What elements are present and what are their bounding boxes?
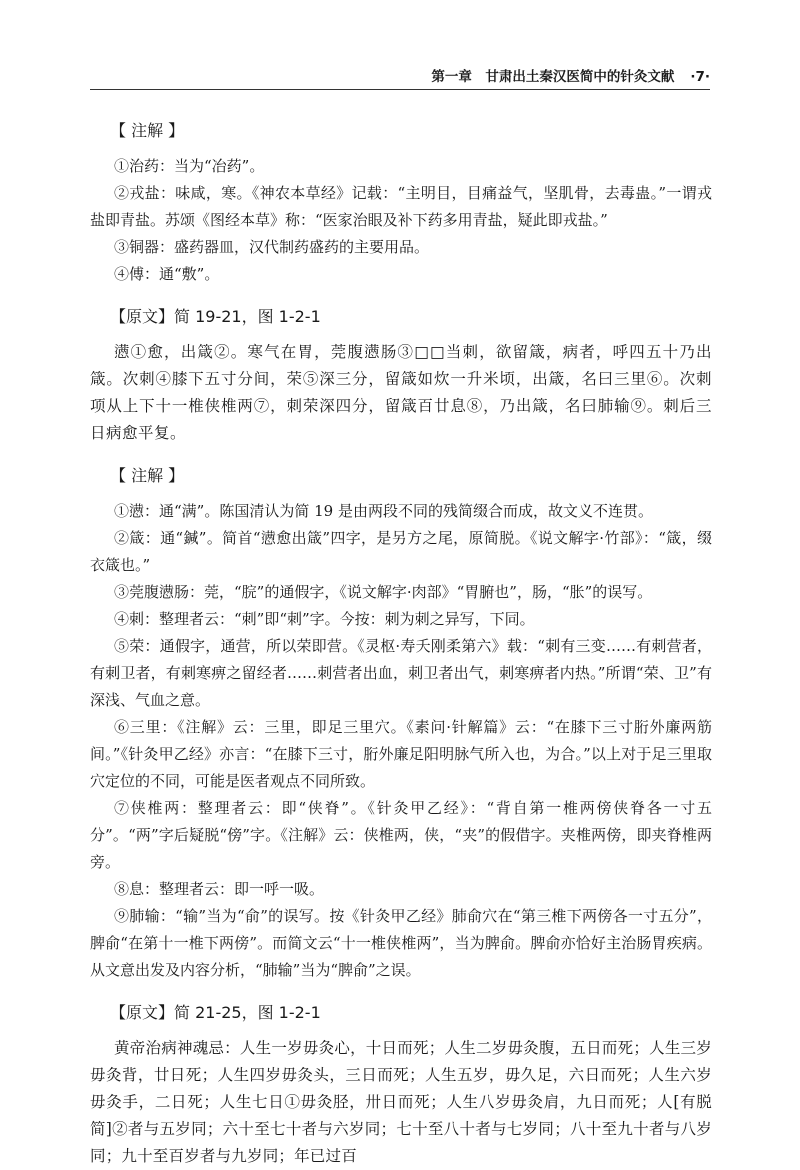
note-paragraph: ⑨肺输：“输”当为“俞”的误写。按《针灸甲乙经》肺俞穴在“第三椎下两傍各一寸五分”，脾俞“在第十一椎下两傍”。而简文云“十一椎侠椎两”，当为脾俞。脾俞亦恰好主治肠胃疾病。从文意出发及内容分析，“肺输”当为“脾俞”之误。 xyxy=(90,907,712,979)
note-paragraph: ③莞腹懑肠：莞，“脘”的通假字，《说文解字·肉部》“胃腑也”，肠，“胀”的误写。 xyxy=(114,583,653,601)
section-heading: 【 注解 】 xyxy=(110,121,185,140)
section-heading: 【 注解 】 xyxy=(110,466,185,485)
note-paragraph: ③铜器：盛药器皿，汉代制药盛药的主要用品。 xyxy=(114,238,430,256)
note-paragraph: ⑤荣：通假字，通营，所以荣即营。《灵枢·寿夭刚柔第六》载：“刺有三变……有刺营者，有刺卫者，有刺寒痹之留经者……刺营者出血，刺卫者出气，刺寒痹者内热。”所谓“荣、卫”有深浅、气血之意。 xyxy=(90,637,712,709)
section-original-2 xyxy=(90,1000,712,1170)
section-original-1 xyxy=(90,304,712,447)
note-paragraph: ②戎盐：味咸，寒。《神农本草经》记载：“主明目，目痛益气，坚肌骨，去毒蛊。”一谓戎盐即青盐。苏颂《图经本草》称：“医家治眼及补下药多用青盐，疑此即戎盐。” xyxy=(90,184,712,229)
page-number: ·7· xyxy=(690,69,710,85)
note-paragraph: ①懑：通“满”。陈国清认为简 19 是由两段不同的残简缀合而成，故文义不连贯。 xyxy=(114,502,653,520)
note-paragraph: ⑥三里：《注解》云：三里，即足三里穴。《素问·针解篇》云：“在膝下三寸胻外廉两筋间。”《针灸甲乙经》亦言：“在膝下三寸，胻外廉足阳明脉气所入也，为合。”以上对于足三里取穴定位的不同，可能是医者观点不同所致。 xyxy=(90,718,712,790)
note-paragraph: ⑧息：整理者云：即一呼一吸。 xyxy=(114,880,325,898)
running-header xyxy=(90,62,710,90)
note-paragraph: ②箴：通“鍼”。简首“懑愈出箴”四字，是另方之尾，原简脱。《说文解字·竹部》：“箴，缀衣箴也。” xyxy=(90,529,712,574)
chapter-title: 第一章 甘肃出土秦汉医简中的针灸文献 xyxy=(431,69,675,85)
section-notes-1 xyxy=(90,118,712,288)
note-paragraph: ④刺：整理者云：“刺”即“刺”字。今按：刺为刺之异写，下同。 xyxy=(114,610,535,628)
original-text-paragraph: 黄帝治病神魂忌：人生一岁毋灸心，十日而死；人生二岁毋灸腹，五日而死；人生三岁毋灸背，廿日死；人生四岁毋灸头，三日而死；人生五岁，毋久足，六日而死；人生六岁毋灸手，二日死；人生七日①毋灸胫，卅日而死；人生八岁毋灸肩，九日而死；人[有脱简]②者与五岁同；六十至七十者与六岁同；七十至八十者与七岁同；八十至九十者与八岁同；九十至百岁者与九岁同；年已过百 xyxy=(90,1039,712,1165)
body-text xyxy=(90,112,712,1170)
section-heading: 【原文】简 19-21，图 1-2-1 xyxy=(110,307,321,326)
note-paragraph: ①治药：当为“冶药”。 xyxy=(114,157,265,175)
section-heading: 【原文】简 21-25，图 1-2-1 xyxy=(110,1003,321,1022)
section-notes-2 xyxy=(90,463,712,984)
note-paragraph: ④傅：通“敷”。 xyxy=(114,265,220,283)
original-text-paragraph: 懑①愈，出箴②。寒气在胃，莞腹懑肠③□□当刺，欲留箴，病者，呼四五十乃出箴。次刺④膝下五寸分间，荣⑤深三分，留箴如炊一升米顷，出箴，名曰三里⑥。次刺项从上下十一椎侠椎两⑦，刺荣深四分，留箴百廿息⑧，乃出箴，名曰肺输⑨。刺后三日病愈平复。 xyxy=(90,343,712,442)
note-paragraph: ⑦侠椎两：整理者云：即“侠脊”。《针灸甲乙经》：“背自第一椎两傍侠脊各一寸五分”。“两”字后疑脱“傍”字。《注解》云：侠椎两，侠，“夹”的假借字。夹椎两傍，即夹脊椎两旁。 xyxy=(90,799,712,871)
